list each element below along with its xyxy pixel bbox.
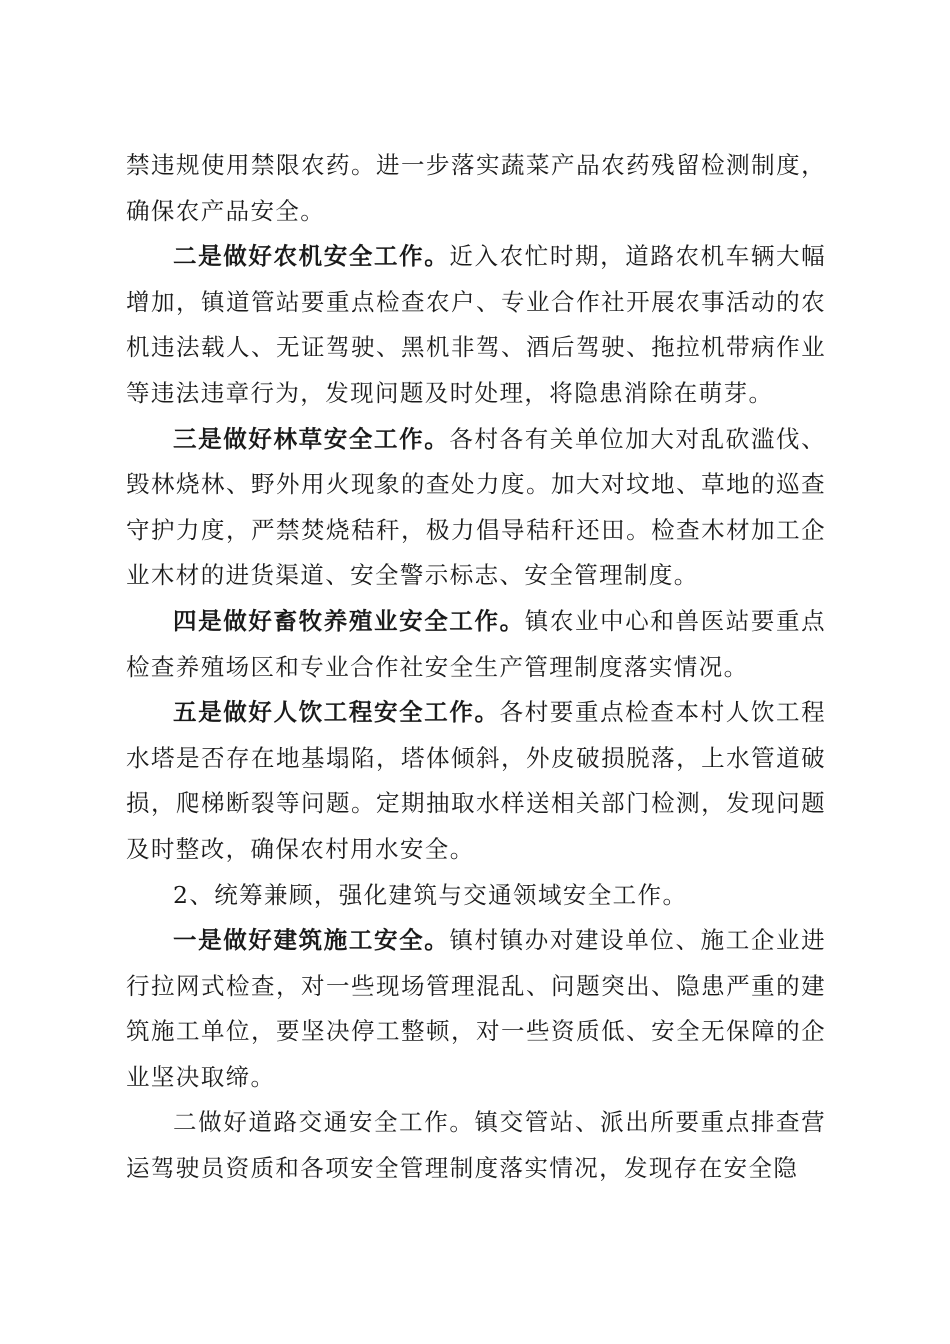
section-heading: [126, 873, 826, 919]
paragraph-lead: 二是做好农机安全工作。: [173, 242, 450, 271]
paragraph: [126, 918, 826, 1100]
paragraph: [126, 599, 826, 690]
document-body: [126, 143, 826, 1192]
paragraph: [126, 690, 826, 872]
paragraph: [126, 1100, 826, 1191]
paragraph: [126, 143, 826, 234]
paragraph: [126, 417, 826, 599]
paragraph: [126, 234, 826, 416]
paragraph-text: 各村要重点检查本村人饮工程水塔是否存在地基塌陷，塔体倾斜，外皮破损脱落，上水管道破损，爬梯断裂等问题。定期抽取水样送相关部门检测，发现问题及时整改，确保农村用水安全。: [126, 698, 826, 863]
section-heading-text: 2、统筹兼顾，强化建筑与交通领域安全工作。: [173, 880, 688, 909]
paragraph-lead: 一是做好建筑施工安全。: [173, 926, 450, 955]
paragraph-lead: 三是做好林草安全工作。: [173, 424, 450, 453]
paragraph-text: 镇农业中心和兽医站要重点检查养殖场区和专业合作社安全生产管理制度落实情况。: [126, 606, 826, 681]
paragraph-lead: 四是做好畜牧养殖业安全工作。: [173, 606, 525, 635]
paragraph-text: 各村各有关单位加大对乱砍滥伐、毁林烧林、野外用火现象的查处力度。加大对坟地、草地的巡查守护力度，严禁焚烧秸秆，极力倡导秸秆还田。检查木材加工企业木材的进货渠道、安全警示标志、安全管理制度。: [126, 424, 827, 590]
paragraph-text: 禁违规使用禁限农药。进一步落实蔬菜产品农药残留检测制度，确保农产品安全。: [126, 151, 826, 225]
paragraph-text: 近入农忙时期，道路农机车辆大幅增加，镇道管站要重点检查农户、专业合作社开展农事活动的农机违法载人、无证驾驶、黑机非驾、酒后驾驶、拖拉机带病作业等违法违章行为，发现问题及时处理，将隐患消除在萌芽。: [126, 242, 827, 407]
paragraph-text: 二做好道路交通安全工作。镇交管站、派出所要重点排查营运驾驶员资质和各项安全管理制度落实情况，发现存在安全隐: [126, 1108, 826, 1183]
paragraph-lead: 五是做好人饮工程安全工作。: [173, 698, 500, 727]
paragraph-text: 镇村镇办对建设单位、施工企业进行拉网式检查，对一些现场管理混乱、问题突出、隐患严重的建筑施工单位，要坚决停工整顿，对一些资质低、安全无保障的企业坚决取缔。: [126, 926, 827, 1091]
